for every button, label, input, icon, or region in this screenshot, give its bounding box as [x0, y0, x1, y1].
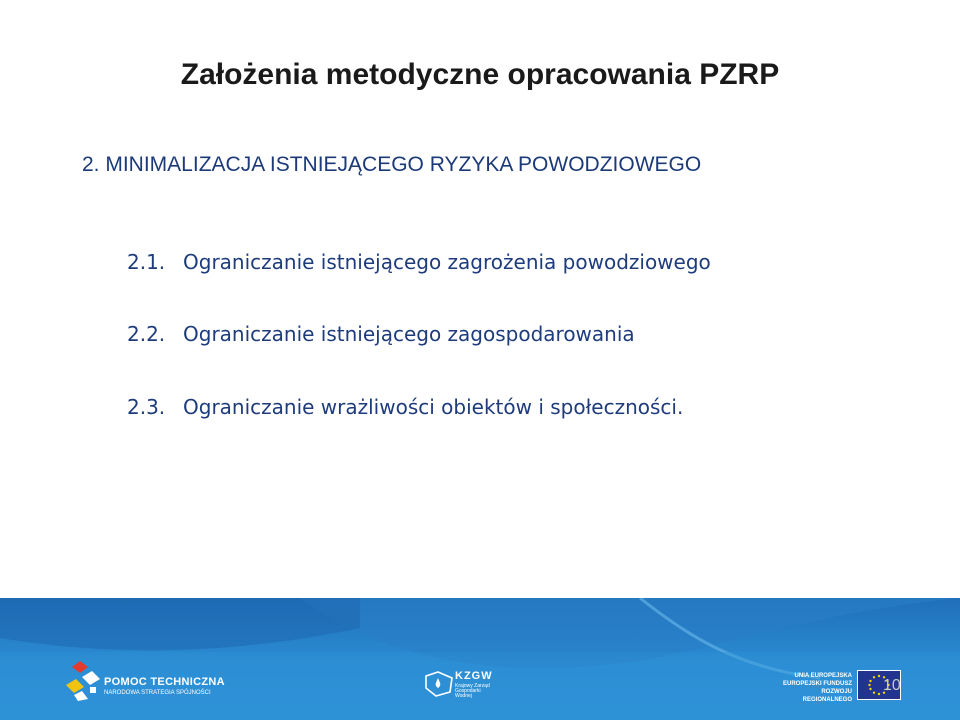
kzgw-title: KZGW: [455, 670, 493, 682]
eu-line-2: EUROPEJSKI FUNDUSZ: [782, 681, 852, 687]
eu-text-block: [780, 672, 852, 704]
eu-line-3: ROZWOJU REGIONALNEGO: [802, 689, 852, 703]
list-item: [127, 395, 683, 419]
list-item: [127, 322, 635, 346]
pomoc-techniczna-subtitle: NARODOWA STRATEGIA SPÓJNOŚCI: [104, 690, 211, 696]
section-heading: 2. MINIMALIZACJA ISTNIEJĄCEGO RYZYKA POWODZIOWEGO: [82, 153, 702, 176]
item-text: Ograniczanie istniejącego zagospodarowania: [183, 322, 635, 346]
eu-line-1: UNIA EUROPEJSKA: [794, 673, 852, 679]
item-number: 2.1.: [127, 250, 166, 274]
item-number: 2.3.: [127, 395, 166, 419]
pomoc-techniczna-title: POMOC TECHNICZNA: [104, 676, 225, 688]
page-number: 10: [883, 677, 901, 694]
list-item: [127, 250, 711, 274]
slide-title: Założenia metodyczne opracowania PZRP: [180, 58, 780, 91]
item-text: Ograniczanie wrażliwości obiektów i społeczności.: [183, 395, 684, 419]
kzgw-subtitle: Krajowy Zarząd Gospodarki Wodnej: [455, 683, 490, 699]
item-text: Ograniczanie istniejącego zagrożenia powodziowego: [183, 250, 711, 274]
item-number: 2.2.: [127, 322, 166, 346]
